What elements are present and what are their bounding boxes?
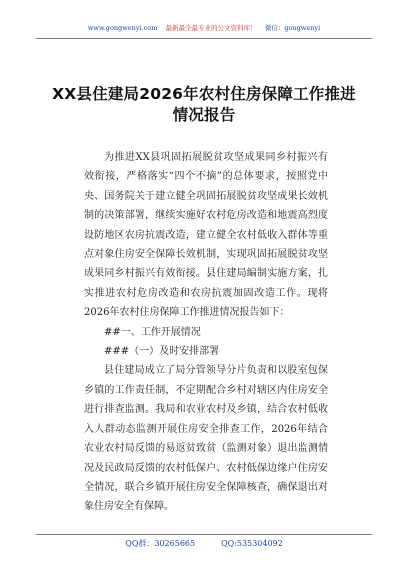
page-footer <box>0 538 408 549</box>
header-promo-text: 最新最全最专业的公文资料库！ <box>165 24 257 32</box>
header-site-link[interactable]: www.gongwenyi.com <box>87 24 158 32</box>
document-body <box>84 148 328 517</box>
subsection-heading: ###（一）及时安排部署 <box>104 346 220 358</box>
intro-paragraph: 为推进XX县巩固拓展脱贫攻坚成果同乡村振兴有效衔接，严格落实“四个不摘”的总体要求，按照党中央、国务院关于建立健全巩固拓展脱贫攻坚成果长效机制的决策部署，继续实施好农村危房改造和地震高烈度设防地区农房抗震改造，建立健全农村低收入群体等重点对象住房安全保障长效机制，实现巩固拓展脱贫攻坚成果同乡村振兴有效衔接。县住建局编制实施方案，扎实推进农村危房改造和农房抗震加固改造工作。现将2026年农村住房保障工作推进情况报告如下： <box>84 152 328 319</box>
footer-qq: QQ:535304092 <box>221 539 283 548</box>
footer-qq-group: QQ群：30265665 <box>125 539 196 548</box>
section-heading: ##一、工作开展情况 <box>104 326 201 338</box>
document-title: XX县住建局2026年农村住房保障工作推进情况报告 <box>52 85 356 124</box>
subsection-paragraph: 县住建局成立了局分管领导分片负责和以股室包保乡镇的工作责任制，不定期配合乡村对辖区内住房安全进行排查监测。我局和农业农村及乡镇，结合农村低收入人群动态监测开展住房安全排查工作，2026年结合农业农村局反馈的易返贫致贫（监测对象）退出监测情况及民政局反馈的农村低保户、农村低保边缘户住房安全情况，联合乡镇开展住房安全保障核查，确保退出对象住房安全有保障。 <box>84 365 328 513</box>
page-header <box>0 24 408 33</box>
footer-divider <box>36 534 372 535</box>
header-divider <box>36 38 372 39</box>
header-wechat: 微信：gongwenyi <box>264 24 321 32</box>
